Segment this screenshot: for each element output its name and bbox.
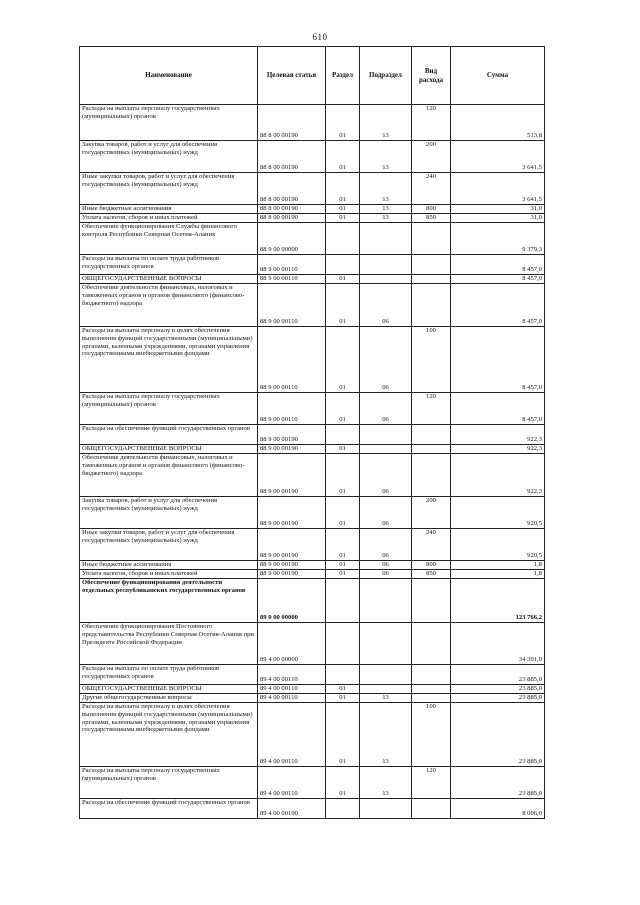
cell-section [326,579,360,623]
table-row [80,445,545,454]
cell-subsection: 13 [360,767,412,799]
cell-subsection [360,579,412,623]
cell-name: Расходы на обеспечение функций государственных органов [80,799,258,819]
cell-expense-type [412,694,451,703]
cell-sum: 9 379,3 [451,223,545,255]
cell-expense-type: 850 [412,570,451,579]
cell-name: Иные бюджетные ассигнования [80,561,258,570]
cell-expense-type: 100 [412,703,451,767]
table-row [80,223,545,255]
cell-sum: 1,8 [451,570,545,579]
cell-sum: 920,5 [451,497,545,529]
cell-subsection [360,223,412,255]
cell-section: 01 [326,694,360,703]
cell-name: Расходы на выплаты персоналу государственных (муниципальных) органов [80,105,258,141]
table-row [80,767,545,799]
table-row [80,393,545,425]
cell-article: 89 4 00 00110 [258,685,326,694]
cell-expense-type: 120 [412,105,451,141]
cell-expense-type: 800 [412,205,451,214]
cell-sum: 1,8 [451,561,545,570]
cell-name: Уплата налогов, сборов и иных платежей [80,214,258,223]
cell-subsection: 06 [360,393,412,425]
cell-expense-type: 100 [412,327,451,393]
cell-expense-type: 850 [412,214,451,223]
cell-article: 88 8 00 00190 [258,105,326,141]
cell-name: Расходы на выплаты персоналу в целях обеспечения выполнения функций государственными (муниципальными) органами, казенными учреждениями, органами управления государственными внебюджетными фондами [80,703,258,767]
cell-article: 88 9 00 00190 [258,529,326,561]
cell-expense-type [412,665,451,685]
cell-sum: 23 885,0 [451,665,545,685]
table-row [80,570,545,579]
header-expense-type: Вид расхода [412,47,451,105]
cell-subsection: 06 [360,497,412,529]
table-row [80,425,545,445]
cell-sum: 922,3 [451,445,545,454]
cell-expense-type: 200 [412,141,451,173]
cell-expense-type: 120 [412,767,451,799]
cell-name: ОБЩЕГОСУДАРСТВЕННЫЕ ВОПРОСЫ [80,275,258,284]
cell-section: 01 [326,393,360,425]
cell-sum: 8 457,0 [451,284,545,327]
table-row [80,579,545,623]
cell-expense-type [412,223,451,255]
cell-name: Расходы на выплаты персоналу государственных (муниципальных) органов [80,393,258,425]
cell-expense-type [412,255,451,275]
table-row [80,255,545,275]
cell-expense-type [412,275,451,284]
cell-article: 88 9 00 00190 [258,497,326,529]
cell-name: Иные закупки товаров, работ и услуг для обеспечения государственных (муниципальных) нужд [80,173,258,205]
table-row [80,205,545,214]
cell-sum: 8 457,0 [451,327,545,393]
table-row [80,173,545,205]
table-row [80,327,545,393]
cell-sum: 513,8 [451,105,545,141]
cell-section [326,623,360,665]
cell-name: Другие общегосударственные вопросы [80,694,258,703]
cell-article: 89 4 00 00190 [258,799,326,819]
cell-article: 89 4 00 00110 [258,703,326,767]
header-subsection: Подраздел [360,47,412,105]
cell-name: Обеспечение функционирования деятельности отдельных республиканских государственных органов [80,579,258,623]
cell-sum: 920,5 [451,529,545,561]
cell-section: 01 [326,445,360,454]
cell-article: 89 4 00 00000 [258,623,326,665]
cell-name: Расходы на выплаты по оплате труда работников государственных органов [80,255,258,275]
cell-subsection: 06 [360,454,412,497]
cell-subsection: 13 [360,173,412,205]
cell-article: 88 8 00 00190 [258,173,326,205]
cell-subsection: 13 [360,141,412,173]
cell-subsection: 13 [360,694,412,703]
cell-expense-type [412,445,451,454]
cell-section: 01 [326,454,360,497]
cell-article: 88 9 00 00110 [258,284,326,327]
cell-section: 01 [326,497,360,529]
cell-article: 88 9 00 00190 [258,561,326,570]
cell-subsection: 06 [360,570,412,579]
budget-table [79,46,545,819]
cell-sum: 8 457,0 [451,275,545,284]
cell-sum: 123 766,2 [451,579,545,623]
table-row [80,284,545,327]
cell-sum: 3 641,5 [451,141,545,173]
cell-section: 01 [326,205,360,214]
cell-subsection: 13 [360,105,412,141]
cell-name: Обеспечение деятельности финансовых, налоговых и таможенных органов и органов финансового (финансово-бюджетного) надзора [80,454,258,497]
cell-subsection: 13 [360,214,412,223]
cell-expense-type [412,685,451,694]
table-row [80,665,545,685]
cell-article: 88 9 00 00190 [258,425,326,445]
cell-article: 89 0 00 00000 [258,579,326,623]
cell-section: 01 [326,284,360,327]
cell-subsection [360,275,412,284]
table-header-row [80,47,545,105]
table-row [80,454,545,497]
cell-name: Расходы на выплаты персоналу в целях обеспечения выполнения функций государственными (муниципальными) органами, казенными учреждениями, органами управления государственными внебюджетными фондами [80,327,258,393]
cell-subsection [360,255,412,275]
cell-subsection: 06 [360,561,412,570]
table-row [80,105,545,141]
table-row [80,497,545,529]
cell-subsection: 06 [360,327,412,393]
header-section: Раздел [326,47,360,105]
cell-section: 01 [326,141,360,173]
cell-article: 88 9 00 00110 [258,393,326,425]
cell-expense-type [412,425,451,445]
table-row [80,214,545,223]
cell-expense-type: 240 [412,529,451,561]
cell-sum: 922,3 [451,454,545,497]
cell-article: 88 9 00 00110 [258,255,326,275]
cell-expense-type [412,284,451,327]
cell-name: Закупка товаров, работ и услуг для обеспечения государственных (муниципальных) нужд [80,141,258,173]
header-sum: Сумма [451,47,545,105]
cell-section [326,255,360,275]
cell-name: Обеспечение функционирования Постоянного представительства Республики Северная Осетия-Алания при Президенте Российской Федерации [80,623,258,665]
cell-article: 89 4 00 00110 [258,767,326,799]
cell-section: 01 [326,327,360,393]
cell-sum: 8 457,0 [451,255,545,275]
table-row [80,623,545,665]
cell-article: 89 4 00 00110 [258,665,326,685]
cell-article: 88 9 00 00110 [258,327,326,393]
cell-subsection [360,623,412,665]
cell-expense-type: 200 [412,497,451,529]
header-article: Целевая статья [258,47,326,105]
cell-subsection [360,799,412,819]
cell-sum: 23 885,0 [451,703,545,767]
cell-name: Иные бюджетные ассигнования [80,205,258,214]
cell-section: 01 [326,685,360,694]
cell-expense-type [412,799,451,819]
cell-article: 89 4 00 00110 [258,694,326,703]
cell-name: Обеспечение функционирования Службы финансового контроля Республики Северная Осетия-Алания [80,223,258,255]
cell-section [326,665,360,685]
cell-article: 88 8 00 00190 [258,205,326,214]
cell-sum: 8 457,0 [451,393,545,425]
cell-article: 88 9 00 00190 [258,570,326,579]
table-row [80,694,545,703]
cell-expense-type [412,623,451,665]
cell-section: 01 [326,173,360,205]
cell-section: 01 [326,275,360,284]
cell-article: 88 8 00 00190 [258,214,326,223]
cell-expense-type: 800 [412,561,451,570]
cell-expense-type [412,579,451,623]
table-row [80,561,545,570]
cell-subsection [360,425,412,445]
cell-subsection: 06 [360,529,412,561]
cell-section: 01 [326,570,360,579]
cell-name: Обеспечение деятельности финансовых, налоговых и таможенных органов и органов финансового (финансово-бюджетного) надзора [80,284,258,327]
cell-article: 88 9 00 00190 [258,454,326,497]
table-row [80,275,545,284]
header-name: Наименование [80,47,258,105]
cell-section [326,223,360,255]
cell-subsection [360,445,412,454]
table-row [80,799,545,819]
cell-name: ОБЩЕГОСУДАРСТВЕННЫЕ ВОПРОСЫ [80,445,258,454]
cell-subsection [360,665,412,685]
table-row [80,529,545,561]
cell-name: ОБЩЕГОСУДАРСТВЕННЫЕ ВОПРОСЫ [80,685,258,694]
cell-name: Иные закупки товаров, работ и услуг для обеспечения государственных (муниципальных) нужд [80,529,258,561]
cell-name: Расходы на обеспечение функций государственных органов [80,425,258,445]
cell-article: 88 9 00 00000 [258,223,326,255]
cell-sum: 8 006,0 [451,799,545,819]
cell-section: 01 [326,561,360,570]
cell-sum: 23 885,0 [451,694,545,703]
table-row [80,685,545,694]
cell-article: 88 9 00 00190 [258,445,326,454]
cell-sum: 31,0 [451,214,545,223]
cell-expense-type [412,454,451,497]
cell-section: 01 [326,767,360,799]
cell-name: Расходы на выплаты по оплате труда работников государственных органов [80,665,258,685]
cell-subsection [360,685,412,694]
cell-section: 01 [326,703,360,767]
cell-section: 01 [326,214,360,223]
cell-sum: 3 641,5 [451,173,545,205]
cell-name: Расходы на выплаты персоналу государственных (муниципальных) органов [80,767,258,799]
cell-section: 01 [326,105,360,141]
table-row [80,141,545,173]
cell-article: 88 8 00 00190 [258,141,326,173]
cell-section [326,799,360,819]
cell-sum: 34 391,0 [451,623,545,665]
cell-sum: 23 885,0 [451,685,545,694]
table-row [80,703,545,767]
cell-sum: 23 885,0 [451,767,545,799]
cell-name: Закупка товаров, работ и услуг для обеспечения государственных (муниципальных) нужд [80,497,258,529]
cell-article: 88 9 00 00110 [258,275,326,284]
cell-expense-type: 240 [412,173,451,205]
cell-sum: 922,3 [451,425,545,445]
cell-subsection: 06 [360,284,412,327]
cell-subsection: 13 [360,205,412,214]
page-number: 610 [312,32,328,42]
cell-name: Уплата налогов, сборов и иных платежей [80,570,258,579]
cell-expense-type: 120 [412,393,451,425]
cell-section: 01 [326,529,360,561]
cell-sum: 31,0 [451,205,545,214]
cell-subsection: 13 [360,703,412,767]
cell-section [326,425,360,445]
